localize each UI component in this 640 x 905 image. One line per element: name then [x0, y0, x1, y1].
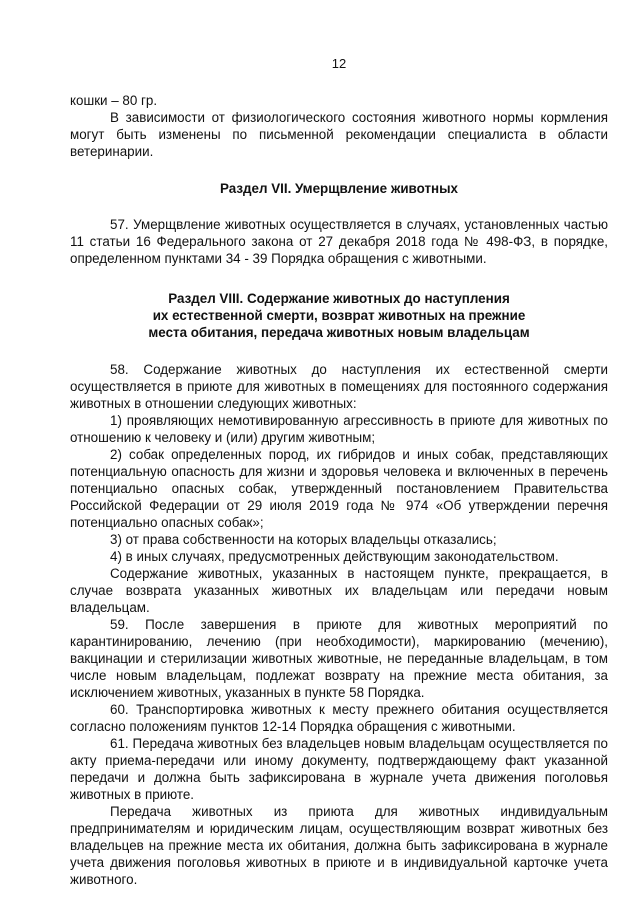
- paragraph-58-end: Содержание животных, указанных в настоящем пункте, прекращается, в случае возврата указанных животных их владельцам или передачи новым владельцам.: [70, 566, 608, 615]
- paragraph-60: 60. Транспортировка животных к месту прежнего обитания осуществляется согласно положениям пунктов 12-14 Порядка обращения с животными.: [70, 702, 608, 734]
- section-8-heading-line: места обитания, передача животных новым владельцам: [148, 325, 530, 340]
- section-7-heading: Раздел VII. Умерщвление животных: [220, 181, 458, 196]
- section-8-heading-line: Раздел VIII. Содержание животных до наступления: [168, 291, 510, 306]
- feeding-norm-paragraph: В зависимости от физиологического состояния животного нормы кормления могут быть изменены по письменной рекомендации специалиста в области ветеринарии.: [70, 110, 608, 159]
- paragraph-61: 61. Передача животных без владельцев новым владельцам осуществляется по акту приема-передачи или иному документу, подтверждающему факт указанной передачи и должна быть зафиксирована в журнале учета движения поголовья животных в приюте.: [70, 736, 608, 802]
- paragraph-59: 59. После завершения в приюте для животных мероприятий по карантинированию, лечению (при необходимости), маркированию (мечению), вакцинации и стерилизации животных животные, не переданные владельцам, в том числе новым владельцам, подлежат возврату на прежние места обитания, за исключением животных, указанных в пункте 58 Порядка.: [70, 617, 608, 700]
- feeding-norm-line: кошки – 80 гр.: [70, 93, 158, 108]
- page-number: 12: [331, 56, 347, 71]
- paragraph-57: 57. Умерщвление животных осуществляется в случаях, установленных частью 11 статьи 16 Федерального закона от 27 декабря 2018 года № 498-ФЗ, в порядке, определенном пунктами 34 - 39 Порядка обращения с животными.: [70, 217, 608, 266]
- list-item: 1) проявляющих немотивированную агрессивность в приюте для животных по отношению к человеку и (или) другим животным;: [70, 413, 608, 445]
- section-8-heading: [70, 290, 608, 341]
- list-item: 4) в иных случаях, предусмотренных действующим законодательством.: [110, 549, 559, 564]
- document-page: [70, 55, 608, 888]
- list-item: 3) от права собственности на которых владельцы отказались;: [110, 532, 497, 547]
- paragraph-58: 58. Содержание животных до наступления их естественной смерти осуществляется в приюте для животных в помещениях для постоянного содержания животных в отношении следующих животных:: [70, 362, 608, 411]
- paragraph-61-end: Передача животных из приюта для животных индивидуальным предпринимателям и юридическим лицам, осуществляющим возврат животных без владельцев на прежние места их обитания, должна быть зафиксирована в журнале учета движения поголовья животных в приюте и в индивидуальной карточке учета животного.: [70, 804, 608, 887]
- section-8-heading-line: их естественной смерти, возврат животных на прежние: [152, 308, 526, 323]
- list-item: 2) собак определенных пород, их гибридов и иных собак, представляющих потенциальную опасность для жизни и здоровья человека и включенных в перечень потенциально опасных собак, утвержденный постановлением Правительства Российской Федерации от 29 июля 2019 года № 974 «Об утверждении перечня потенциально опасных собак»;: [70, 447, 608, 530]
